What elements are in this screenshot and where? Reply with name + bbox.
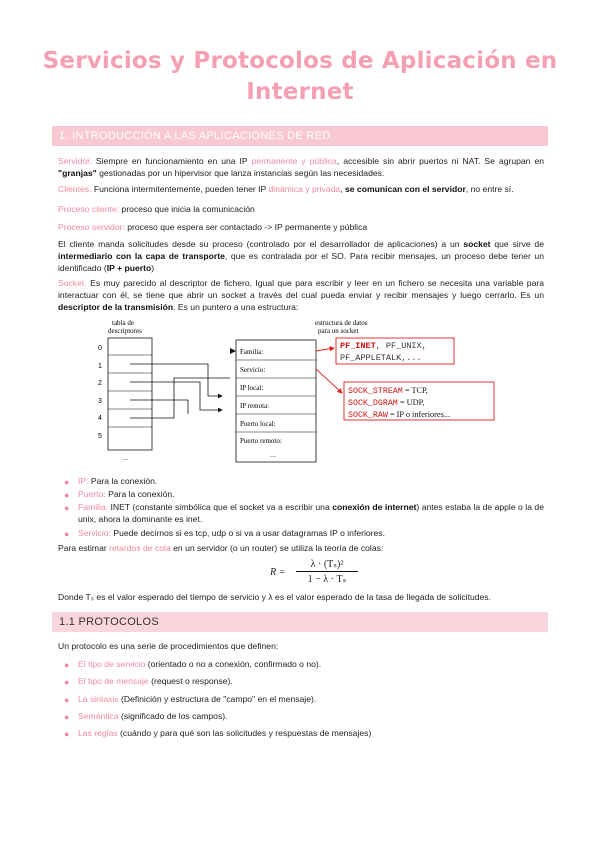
table-title-2: descriptores xyxy=(108,327,142,335)
field-puerto-remoto: Puerto remoto: xyxy=(240,437,282,445)
descriptor-index-2: 2 xyxy=(98,380,102,387)
list-item-ip: ● IP: Para la conexión. xyxy=(64,476,158,487)
paragraph-protocolo-intro: Un protocolo es una serie de procedimientos que definen: xyxy=(58,641,279,651)
paragraph-servidor: Servidor. Siempre en funcionamiento en una IP permanente y pública, accesible sin abrir puertos ni NAT. Se agrupan en "granjas" gestionadas por un hipervisor que lanza instancias según las necesidades. xyxy=(58,156,544,178)
formula-fraction-bar xyxy=(296,571,358,572)
descriptor-rows xyxy=(108,355,152,427)
socket-structure-diagram xyxy=(90,318,510,466)
servicio-values-line-1: SOCK_STREAM = TCP, xyxy=(348,386,428,396)
title-line-2: Internet xyxy=(246,79,354,105)
table-title-1: tabla de xyxy=(112,319,134,327)
paragraph-clientes: Clientes. Funciona intermitentemente, pueden tener IP dinámica y privada, se comunican con el servidor, no entre sí. xyxy=(58,184,514,194)
servicio-arrow xyxy=(316,369,342,393)
descriptor-index-3: 3 xyxy=(98,398,102,405)
descriptor-index-5: 5 xyxy=(98,433,102,440)
bullet-icon: ● xyxy=(64,490,70,500)
descriptor-ellipsis: ... xyxy=(122,455,128,462)
struct-pointer-arrow xyxy=(230,348,236,354)
bullet-icon: ● xyxy=(64,712,70,722)
title-line-1: Servicios y Protocolos de Aplicación en xyxy=(42,48,558,74)
paragraph-socket: Socket. Es muy parecido al descriptor de fichero, Igual que para escribir y leer en un fichero se necesita una variable para interactuar con él, se tiene que abrir un socket a través del cual pueda enviar y recibir mensajes y luego cerrarlo. Es un descriptor de la transmisión. Es un puntero a una estructura: xyxy=(58,278,544,312)
page-title xyxy=(0,46,600,108)
bullet-icon: ● xyxy=(64,695,70,705)
formula-denominator: 1 − λ · Tₛ xyxy=(307,574,347,585)
field-familia: Familia: xyxy=(240,348,264,356)
descriptor-index-4: 4 xyxy=(98,415,102,422)
field-puerto-local: Puerto local: xyxy=(240,420,276,428)
familia-arrow xyxy=(316,348,334,351)
list-item-puerto: ● Puerto: Para la conexión. xyxy=(64,489,175,500)
bullet-icon: ● xyxy=(64,677,70,687)
list-item-semantica: ● Semántica (significado de los campos). xyxy=(64,711,228,722)
bullet-icon: ● xyxy=(64,477,70,487)
struct-title-2: para un socket xyxy=(318,327,359,335)
bullet-icon: ● xyxy=(64,660,70,670)
paragraph-donde: Donde Tₛ es el valor esperado del tiempo de servicio y λ es el valor esperado de la tasa de llegada de solicitudes. xyxy=(58,592,491,602)
field-servicio: Servicio: xyxy=(240,366,266,374)
list-item-familia: ● Familia: INET (constante simbólica que el socket va a escribir una conexión de internet) antes estaba la de apple o la de unix, ahora la dominante es inet. xyxy=(64,502,544,524)
paragraph-proceso-servidor: Proceso servidor: proceso que espera ser contactado -> IP permanente y pública xyxy=(58,222,368,232)
familia-values-line-1: PF_INET, PF_UNIX, xyxy=(340,341,427,351)
list-item-reglas: ● Las reglas (cuándo y para qué son las solicitudes y respuestas de mensajes) xyxy=(64,728,372,739)
field-ip-remota: IP remota: xyxy=(240,402,270,410)
list-item-tipo-mensaje: ● El tipo de mensaje (request o response). xyxy=(64,676,233,687)
paragraph-proceso-cliente: Proceso cliente: proceso que inicia la comunicación xyxy=(58,204,255,214)
list-item-sintaxis: ● La sintaxis (Definición y estructura de "campo" en el mensaje). xyxy=(64,694,317,705)
field-ip-local: IP local: xyxy=(240,384,264,392)
bullet-icon: ● xyxy=(64,503,70,513)
servicio-values-line-3: SOCK_RAW = IP o inferiores... xyxy=(348,410,451,420)
list-item-tipo-servicio: ● El tipo de servicio (orientado o no a conexión, confirmado o no). xyxy=(64,659,322,670)
descriptor-index-0: 0 xyxy=(98,345,102,352)
list-item-servicio: ● Servicio: Puede decirnos si es tcp, udp o si va a usar datagramas IP o inferiores. xyxy=(64,528,385,539)
formula-lhs: R = xyxy=(270,567,286,578)
formula-numerator: λ · (Tₛ)² xyxy=(310,559,344,570)
bullet-icon: ● xyxy=(64,729,70,739)
paragraph-cliente-manda: El cliente manda solicitudes desde su proceso (controlado por el desarrollador de aplicaciones) a un socket que sirve de intermediario con la capa de transporte, que es contralada por el SO. Para recibir mensajes, un proceso debe tener un identificado (IP + puerto) xyxy=(58,239,544,273)
section-heading-protocolos: 1.1 PROTOCOLOS xyxy=(52,612,548,632)
struct-ellipsis: ... xyxy=(270,452,276,459)
section-heading-intro: 1. INTRODUCCIÓN A LAS APLICACIONES DE RED xyxy=(52,126,548,146)
paragraph-estimar: Para estimar retardos de cola en un servidor (o un router) se utiliza la teoría de colas: xyxy=(58,543,384,553)
familia-values-line-2: PF_APPLETALK,... xyxy=(340,353,422,363)
bullet-icon: ● xyxy=(64,529,70,539)
descriptor-index-1: 1 xyxy=(98,363,102,370)
servicio-values-line-2: SOCK_DGRAM = UDP, xyxy=(348,398,425,408)
struct-title-1: estructura de datos xyxy=(315,319,368,327)
